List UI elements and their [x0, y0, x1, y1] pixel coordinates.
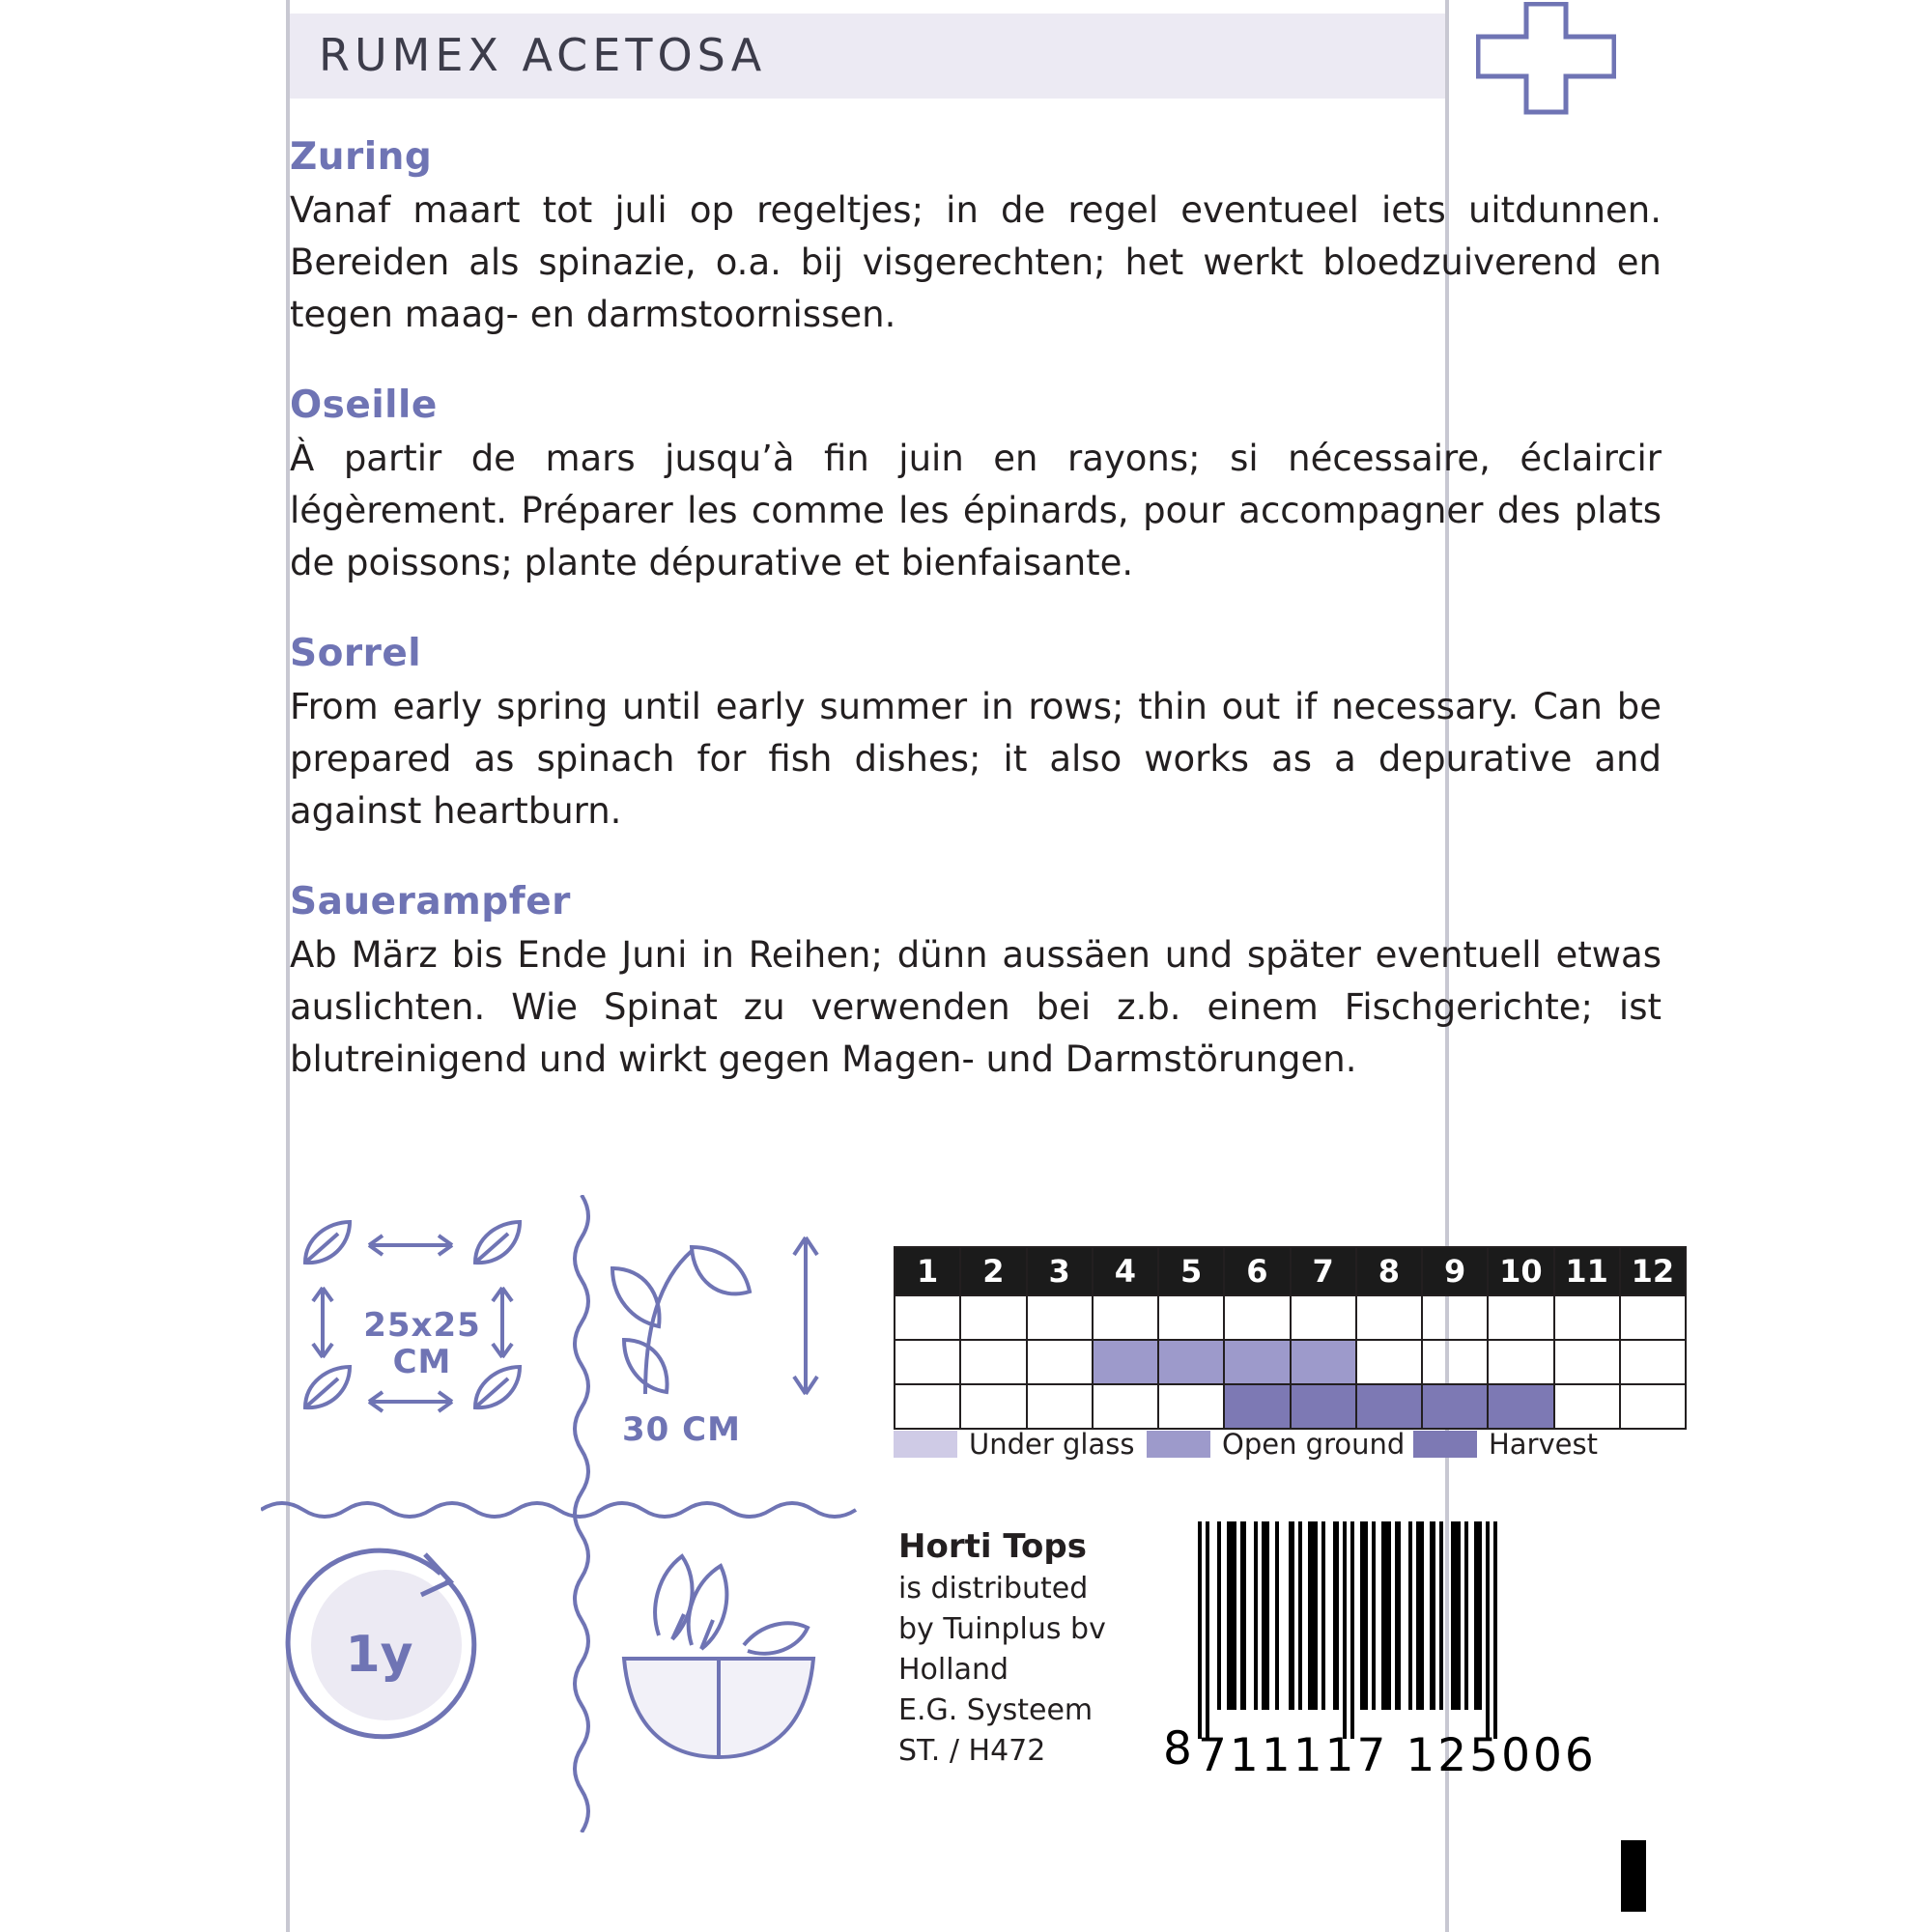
calendar-month-5: 5	[1158, 1247, 1224, 1295]
calendar-month-1: 1	[895, 1247, 960, 1295]
brand-info	[898, 1526, 1106, 1772]
brand-line-3: Holland	[898, 1653, 1009, 1687]
description-blocks	[290, 135, 1671, 1128]
cell-glass-3	[1027, 1295, 1093, 1340]
cell-glass-8	[1356, 1295, 1422, 1340]
brand-line-1: is distributed	[898, 1572, 1089, 1605]
legend-item-harvest	[1413, 1428, 1598, 1461]
brand-line-4: E.G. Systeem	[898, 1693, 1094, 1727]
cell-ground-5	[1158, 1340, 1224, 1384]
cell-ground-2	[960, 1340, 1026, 1384]
calendar-month-6: 6	[1224, 1247, 1290, 1295]
lang-body-de: Ab März bis Ende Juni in Reihen; dünn aussäen und später eventuell etwas auslichten. Wie Spinat zu verwenden bei z.b. einem Fischgerichte; ist blutreinigend und wirkt gegen Magen- und Darmstörungen.	[290, 934, 1662, 1080]
lang-heading-en: Sorrel	[290, 632, 422, 675]
calendar-month-12: 12	[1620, 1247, 1686, 1295]
calendar-month-10: 10	[1488, 1247, 1553, 1295]
spacing-line-2: CM	[392, 1343, 452, 1381]
spacing-line-1: 25x25	[363, 1306, 481, 1345]
cell-glass-4	[1093, 1295, 1158, 1340]
lang-heading-de: Sauerampfer	[290, 880, 571, 923]
plant-spacing-label	[340, 1307, 504, 1380]
calendar-legend	[894, 1428, 1666, 1466]
brand-name: Horti Tops	[898, 1527, 1087, 1566]
calendar-month-11: 11	[1554, 1247, 1620, 1295]
cell-glass-9	[1422, 1295, 1488, 1340]
calendar-row-under-glass	[895, 1295, 1686, 1340]
calendar-month-2: 2	[960, 1247, 1026, 1295]
print-registration-mark	[1621, 1840, 1646, 1912]
legend-item-open-ground	[1147, 1428, 1405, 1461]
lang-block-nl	[290, 135, 1671, 341]
cell-harvest-1	[895, 1384, 960, 1429]
legend-label-open-ground: Open ground	[1222, 1428, 1406, 1461]
cell-harvest-5	[1158, 1384, 1224, 1429]
legend-swatch-harvest	[1413, 1431, 1477, 1458]
cell-harvest-3	[1027, 1384, 1093, 1429]
cell-ground-7	[1291, 1340, 1356, 1384]
legend-item-under-glass	[894, 1428, 1134, 1461]
sowing-calendar	[894, 1246, 1675, 1430]
legend-label-harvest: Harvest	[1489, 1428, 1598, 1461]
cell-harvest-4	[1093, 1384, 1158, 1429]
lang-block-de	[290, 880, 1671, 1086]
calendar-month-4: 4	[1093, 1247, 1158, 1295]
calendar-row-harvest	[895, 1384, 1686, 1429]
cell-harvest-6	[1224, 1384, 1290, 1429]
cell-harvest-7	[1291, 1384, 1356, 1429]
cell-glass-5	[1158, 1295, 1224, 1340]
lang-body-en: From early spring until early summer in rows; thin out if necessary. Can be prepared as spinach for fish dishes; it also works as a depurative and against heartburn.	[290, 686, 1662, 832]
cell-glass-12	[1620, 1295, 1686, 1340]
lang-block-fr	[290, 384, 1671, 589]
barcode-digits: 711117 125006	[1198, 1729, 1597, 1782]
cross-logo-icon	[1476, 2, 1616, 118]
page-title: RUMEX ACETOSA	[319, 29, 767, 81]
cell-harvest-12	[1620, 1384, 1686, 1429]
plant-spacing-icon	[280, 1212, 560, 1473]
cell-glass-1	[895, 1295, 960, 1340]
salad-bowl-icon	[599, 1521, 850, 1811]
cell-ground-3	[1027, 1340, 1093, 1384]
calendar-month-7: 7	[1291, 1247, 1356, 1295]
cell-harvest-8	[1356, 1384, 1422, 1429]
lang-body-fr: À partir de mars jusqu’à fin juin en rayons; si nécessaire, éclaircir légèrement. Préparer les comme les épinards, pour accompagner des plats de poissons; plante dépurative et bienfaisante.	[290, 438, 1662, 583]
barcode-bars	[1198, 1521, 1497, 1710]
cell-glass-2	[960, 1295, 1026, 1340]
cell-ground-4	[1093, 1340, 1158, 1384]
calendar-month-9: 9	[1422, 1247, 1488, 1295]
lifecycle-label: 1y	[345, 1626, 413, 1684]
cell-harvest-9	[1422, 1384, 1488, 1429]
lang-body-nl: Vanaf maart tot juli op regeltjes; in de regel eventueel iets uitdunnen. Bereiden als spinazie, o.a. bij visgerechten; het werkt bloedzuiverend en tegen maag- en darmstoornissen.	[290, 189, 1662, 335]
cell-ground-12	[1620, 1340, 1686, 1384]
cell-ground-10	[1488, 1340, 1553, 1384]
cell-ground-11	[1554, 1340, 1620, 1384]
calendar-month-header	[895, 1247, 1686, 1295]
barcode	[1163, 1521, 1633, 1782]
lang-block-en	[290, 632, 1671, 838]
calendar-row-open-ground	[895, 1340, 1686, 1384]
plant-height-label: 30 CM	[622, 1410, 741, 1449]
cell-ground-6	[1224, 1340, 1290, 1384]
barcode-lead-digit: 8	[1163, 1722, 1192, 1776]
cell-ground-8	[1356, 1340, 1422, 1384]
brand-line-2: by Tuinplus bv	[898, 1612, 1106, 1646]
lang-heading-nl: Zuring	[290, 135, 433, 179]
brand-line-5: ST. / H472	[898, 1734, 1046, 1768]
cell-harvest-10	[1488, 1384, 1553, 1429]
legend-label-under-glass: Under glass	[969, 1428, 1135, 1461]
legend-swatch-open-ground	[1147, 1431, 1210, 1458]
lang-heading-fr: Oseille	[290, 384, 438, 427]
calendar-month-3: 3	[1027, 1247, 1093, 1295]
cell-ground-9	[1422, 1340, 1488, 1384]
cell-harvest-2	[960, 1384, 1026, 1429]
cell-glass-7	[1291, 1295, 1356, 1340]
legend-swatch-under-glass	[894, 1431, 957, 1458]
cell-glass-10	[1488, 1295, 1553, 1340]
cell-glass-6	[1224, 1295, 1290, 1340]
growing-info-icons	[280, 1212, 869, 1831]
annual-cycle-icon	[280, 1521, 560, 1811]
cell-glass-11	[1554, 1295, 1620, 1340]
calendar-month-8: 8	[1356, 1247, 1422, 1295]
cell-ground-1	[895, 1340, 960, 1384]
plant-height-icon	[599, 1212, 850, 1473]
cell-harvest-11	[1554, 1384, 1620, 1429]
